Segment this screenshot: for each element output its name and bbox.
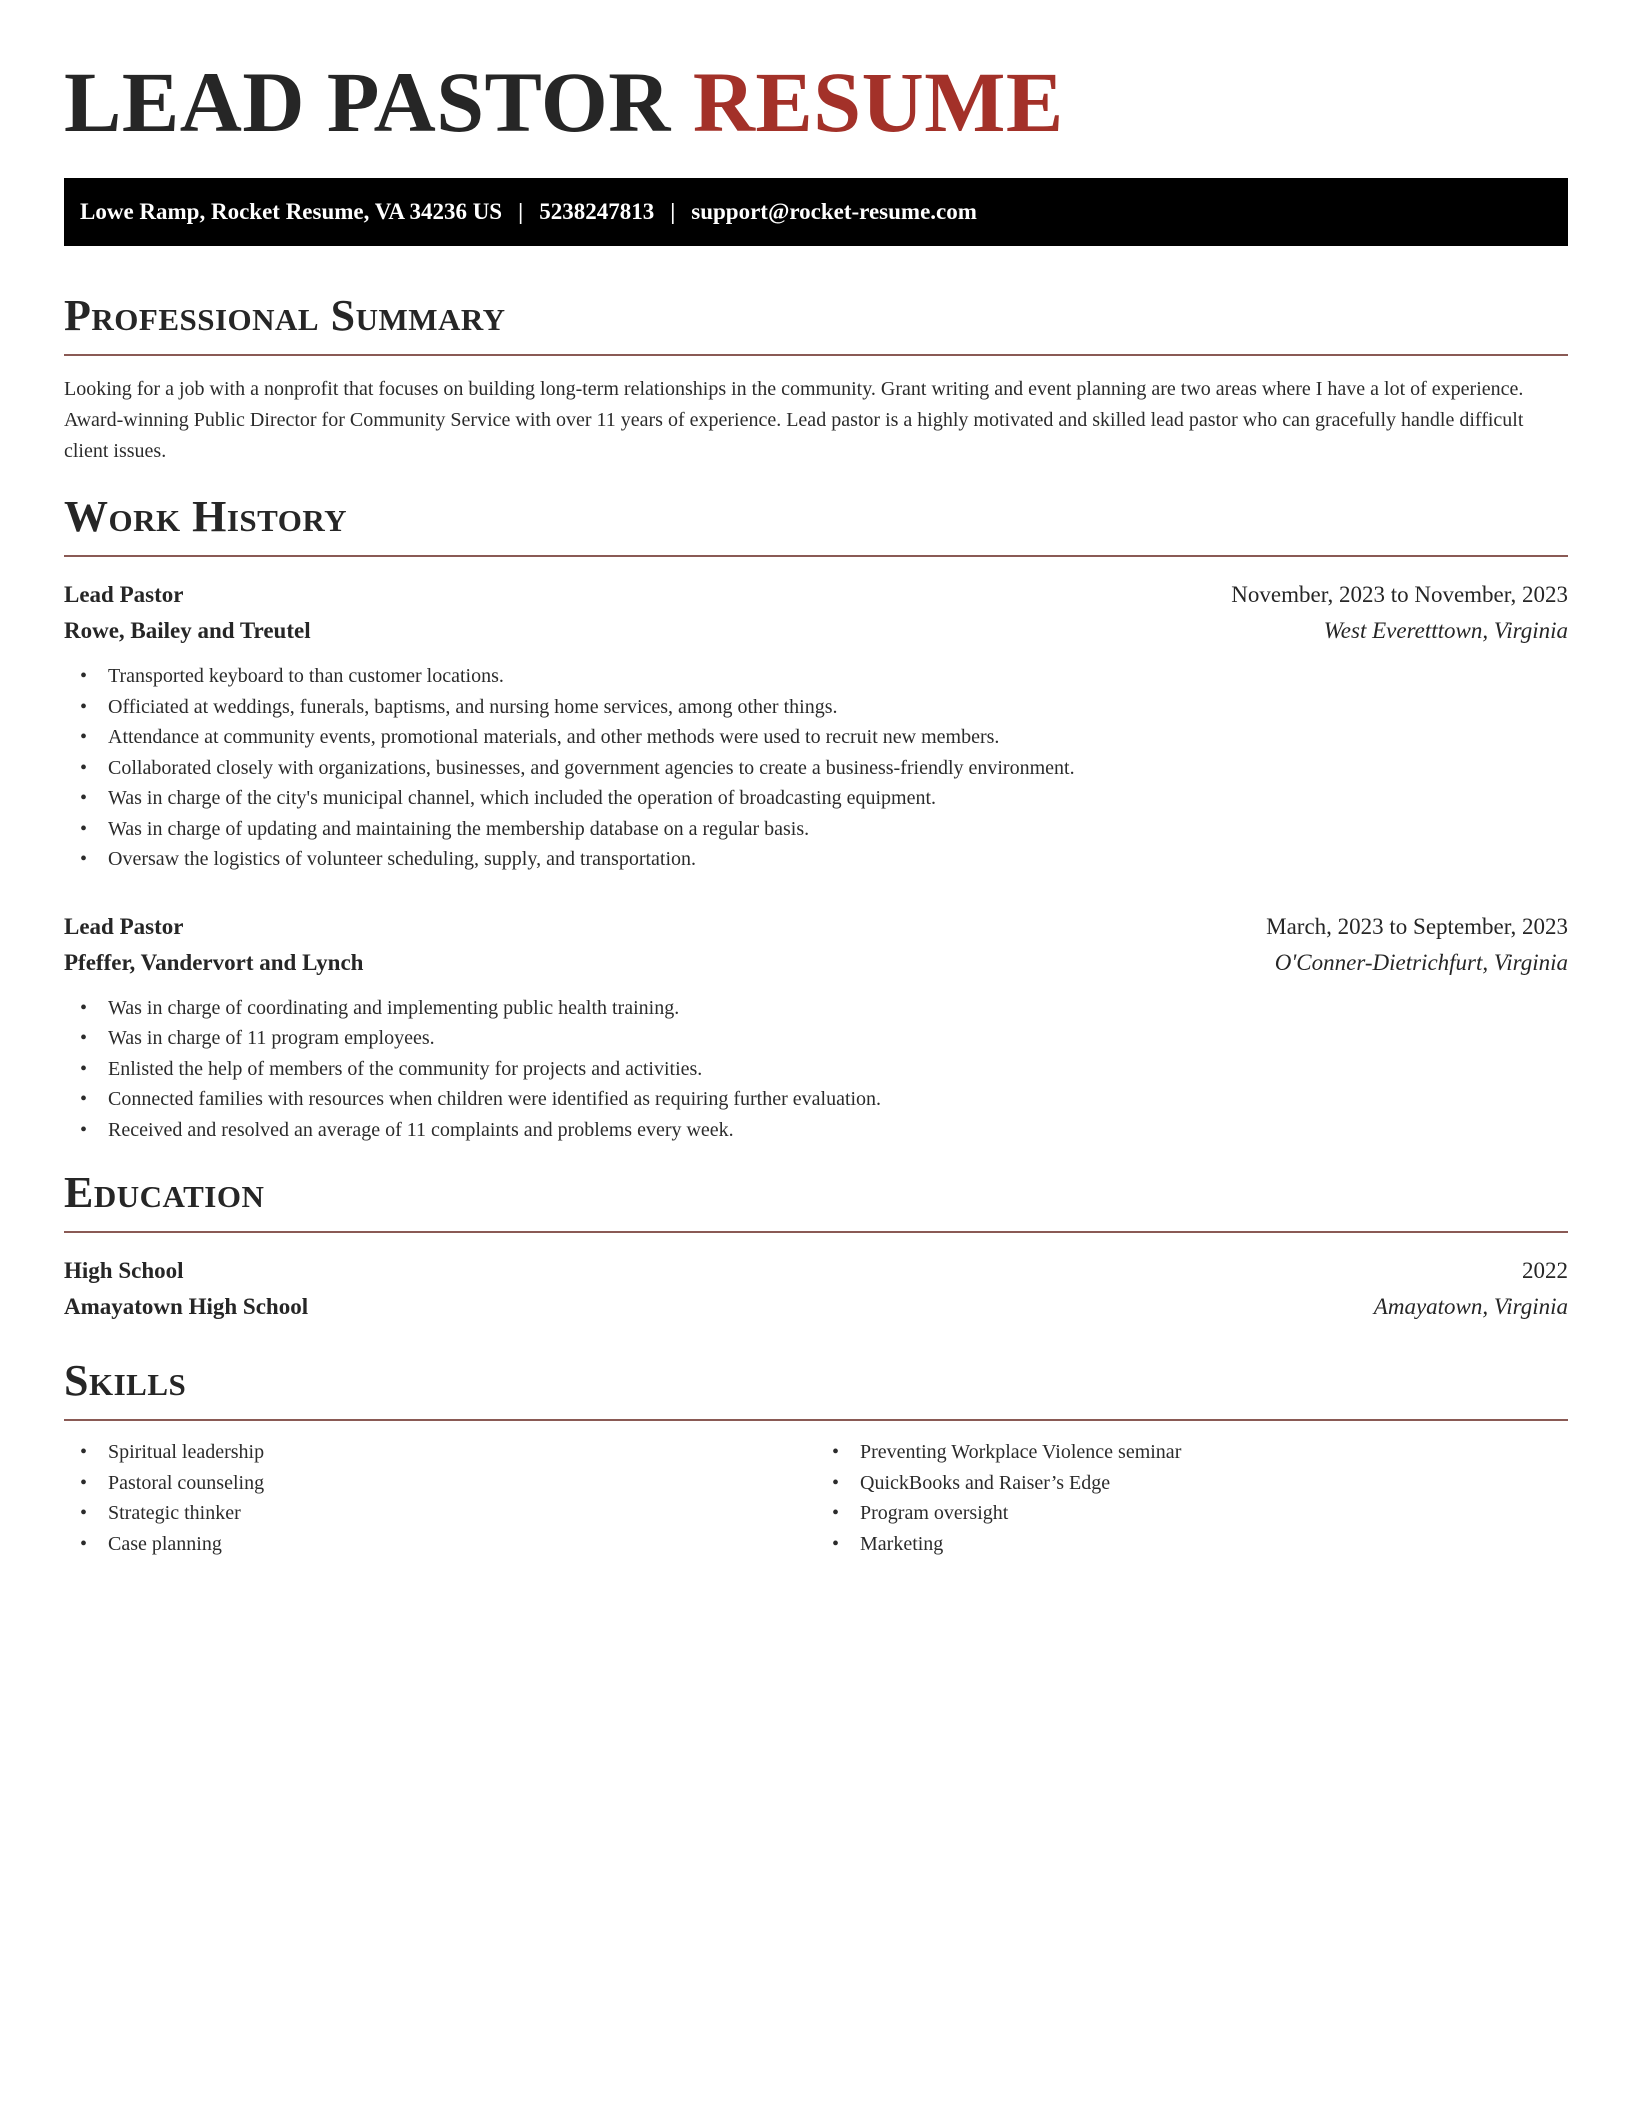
skill-item: • Pastoral counseling [64,1468,816,1499]
education-degree: High School [64,1258,184,1283]
job-company: Rowe, Bailey and Treutel [64,618,311,643]
job-company-row [64,613,1568,649]
section-divider [64,1231,1568,1233]
summary-text: Looking for a job with a nonprofit that focuses on building long-term relationships in the community. Grant writing and event planning are two areas where I have a lot of experience. Award-winning Public Director for Community Service with over 11 years of experience. Lead pastor is a highly motivated and skilled lead pastor who can gracefully handle difficult client issues. [64,378,1524,462]
skill-item: • Marketing [816,1529,1568,1560]
skills-grid [64,1437,1568,1559]
education-school-row [64,1289,1568,1325]
job-dates: November, 2023 to November, 2023 [1231,582,1568,607]
job-entry [64,577,1568,875]
job-duty-item: • Connected families with resources when children were identified as requiring further evaluation. [64,1084,1568,1115]
job-header-row [64,909,1568,945]
contact-separator: | [670,199,676,224]
skills-column-left [64,1437,816,1559]
job-duty-item: • Transported keyboard to than customer locations. [64,661,1568,692]
section-heading-skills: Skills [64,1356,187,1405]
job-entry [64,909,1568,1146]
job-location: O'Conner-Dietrichfurt, Virginia [1274,949,1568,975]
section-divider [64,1419,1568,1421]
education-entry [64,1253,1568,1325]
work-history-section [64,491,1568,1145]
job-duty-item: • Was in charge of the city's municipal channel, which included the operation of broadcasting equipment. [64,783,1568,814]
job-duties-list [64,993,1568,1146]
contact-address: Lowe Ramp, Rocket Resume, VA 34236 US [80,199,503,224]
job-header-row [64,577,1568,613]
title-main: LEAD PASTOR [64,54,671,150]
job-duty-item: • Enlisted the help of members of the community for projects and activities. [64,1054,1568,1085]
section-divider [64,555,1568,557]
skill-item: • QuickBooks and Raiser’s Edge [816,1468,1568,1499]
education-section [64,1167,1568,1325]
job-duty-item: • Was in charge of updating and maintaining the membership database on a regular basis. [64,814,1568,845]
skills-list [816,1437,1568,1559]
job-title: Lead Pastor [64,582,184,607]
education-year: 2022 [1522,1258,1568,1283]
education-header-row [64,1253,1568,1289]
job-company: Pfeffer, Vandervort and Lynch [64,949,364,975]
title-accent: RESUME [692,54,1064,150]
education-school: Amayatown High School [64,1294,309,1319]
job-company-row [64,945,1568,981]
job-title: Lead Pastor [64,913,184,939]
skills-column-right [816,1437,1568,1559]
job-duty-item: • Was in charge of coordinating and implementing public health training. [64,993,1568,1024]
contact-email: support@rocket-resume.com [691,199,977,224]
skill-item: • Case planning [64,1529,816,1560]
section-heading-summary: Professional Summary [64,291,506,340]
job-location: West Everetttown, Virginia [1323,618,1568,643]
contact-bar [64,178,1568,246]
skill-item: • Strategic thinker [64,1498,816,1529]
job-duties-list [64,661,1568,875]
job-duty-item: • Attendance at community events, promotional materials, and other methods were used to recruit new members. [64,722,1568,753]
skills-section [64,1355,1568,1559]
job-duty-item: • Officiated at weddings, funerals, baptisms, and nursing home services, among other things. [64,692,1568,723]
job-duty-item: • Was in charge of 11 program employees. [64,1023,1568,1054]
contact-separator: | [518,199,524,224]
skills-list [64,1437,816,1559]
section-heading-work: Work History [64,492,348,541]
job-duty-item: • Collaborated closely with organizations, businesses, and government agencies to create a business-friendly environment. [64,753,1568,784]
professional-summary-section [64,290,1568,467]
education-location: Amayatown, Virginia [1373,1294,1568,1319]
job-duty-item: • Oversaw the logistics of volunteer scheduling, supply, and transportation. [64,844,1568,875]
section-heading-education: Education [64,1168,265,1217]
skill-item: • Preventing Workplace Violence seminar [816,1437,1568,1468]
contact-phone: 5238247813 [539,199,655,224]
job-dates: March, 2023 to September, 2023 [1266,913,1568,939]
section-divider [64,354,1568,356]
resume-title [64,56,1568,148]
skill-item: • Spiritual leadership [64,1437,816,1468]
job-duty-item: • Received and resolved an average of 11 complaints and problems every week. [64,1115,1568,1146]
skill-item: • Program oversight [816,1498,1568,1529]
